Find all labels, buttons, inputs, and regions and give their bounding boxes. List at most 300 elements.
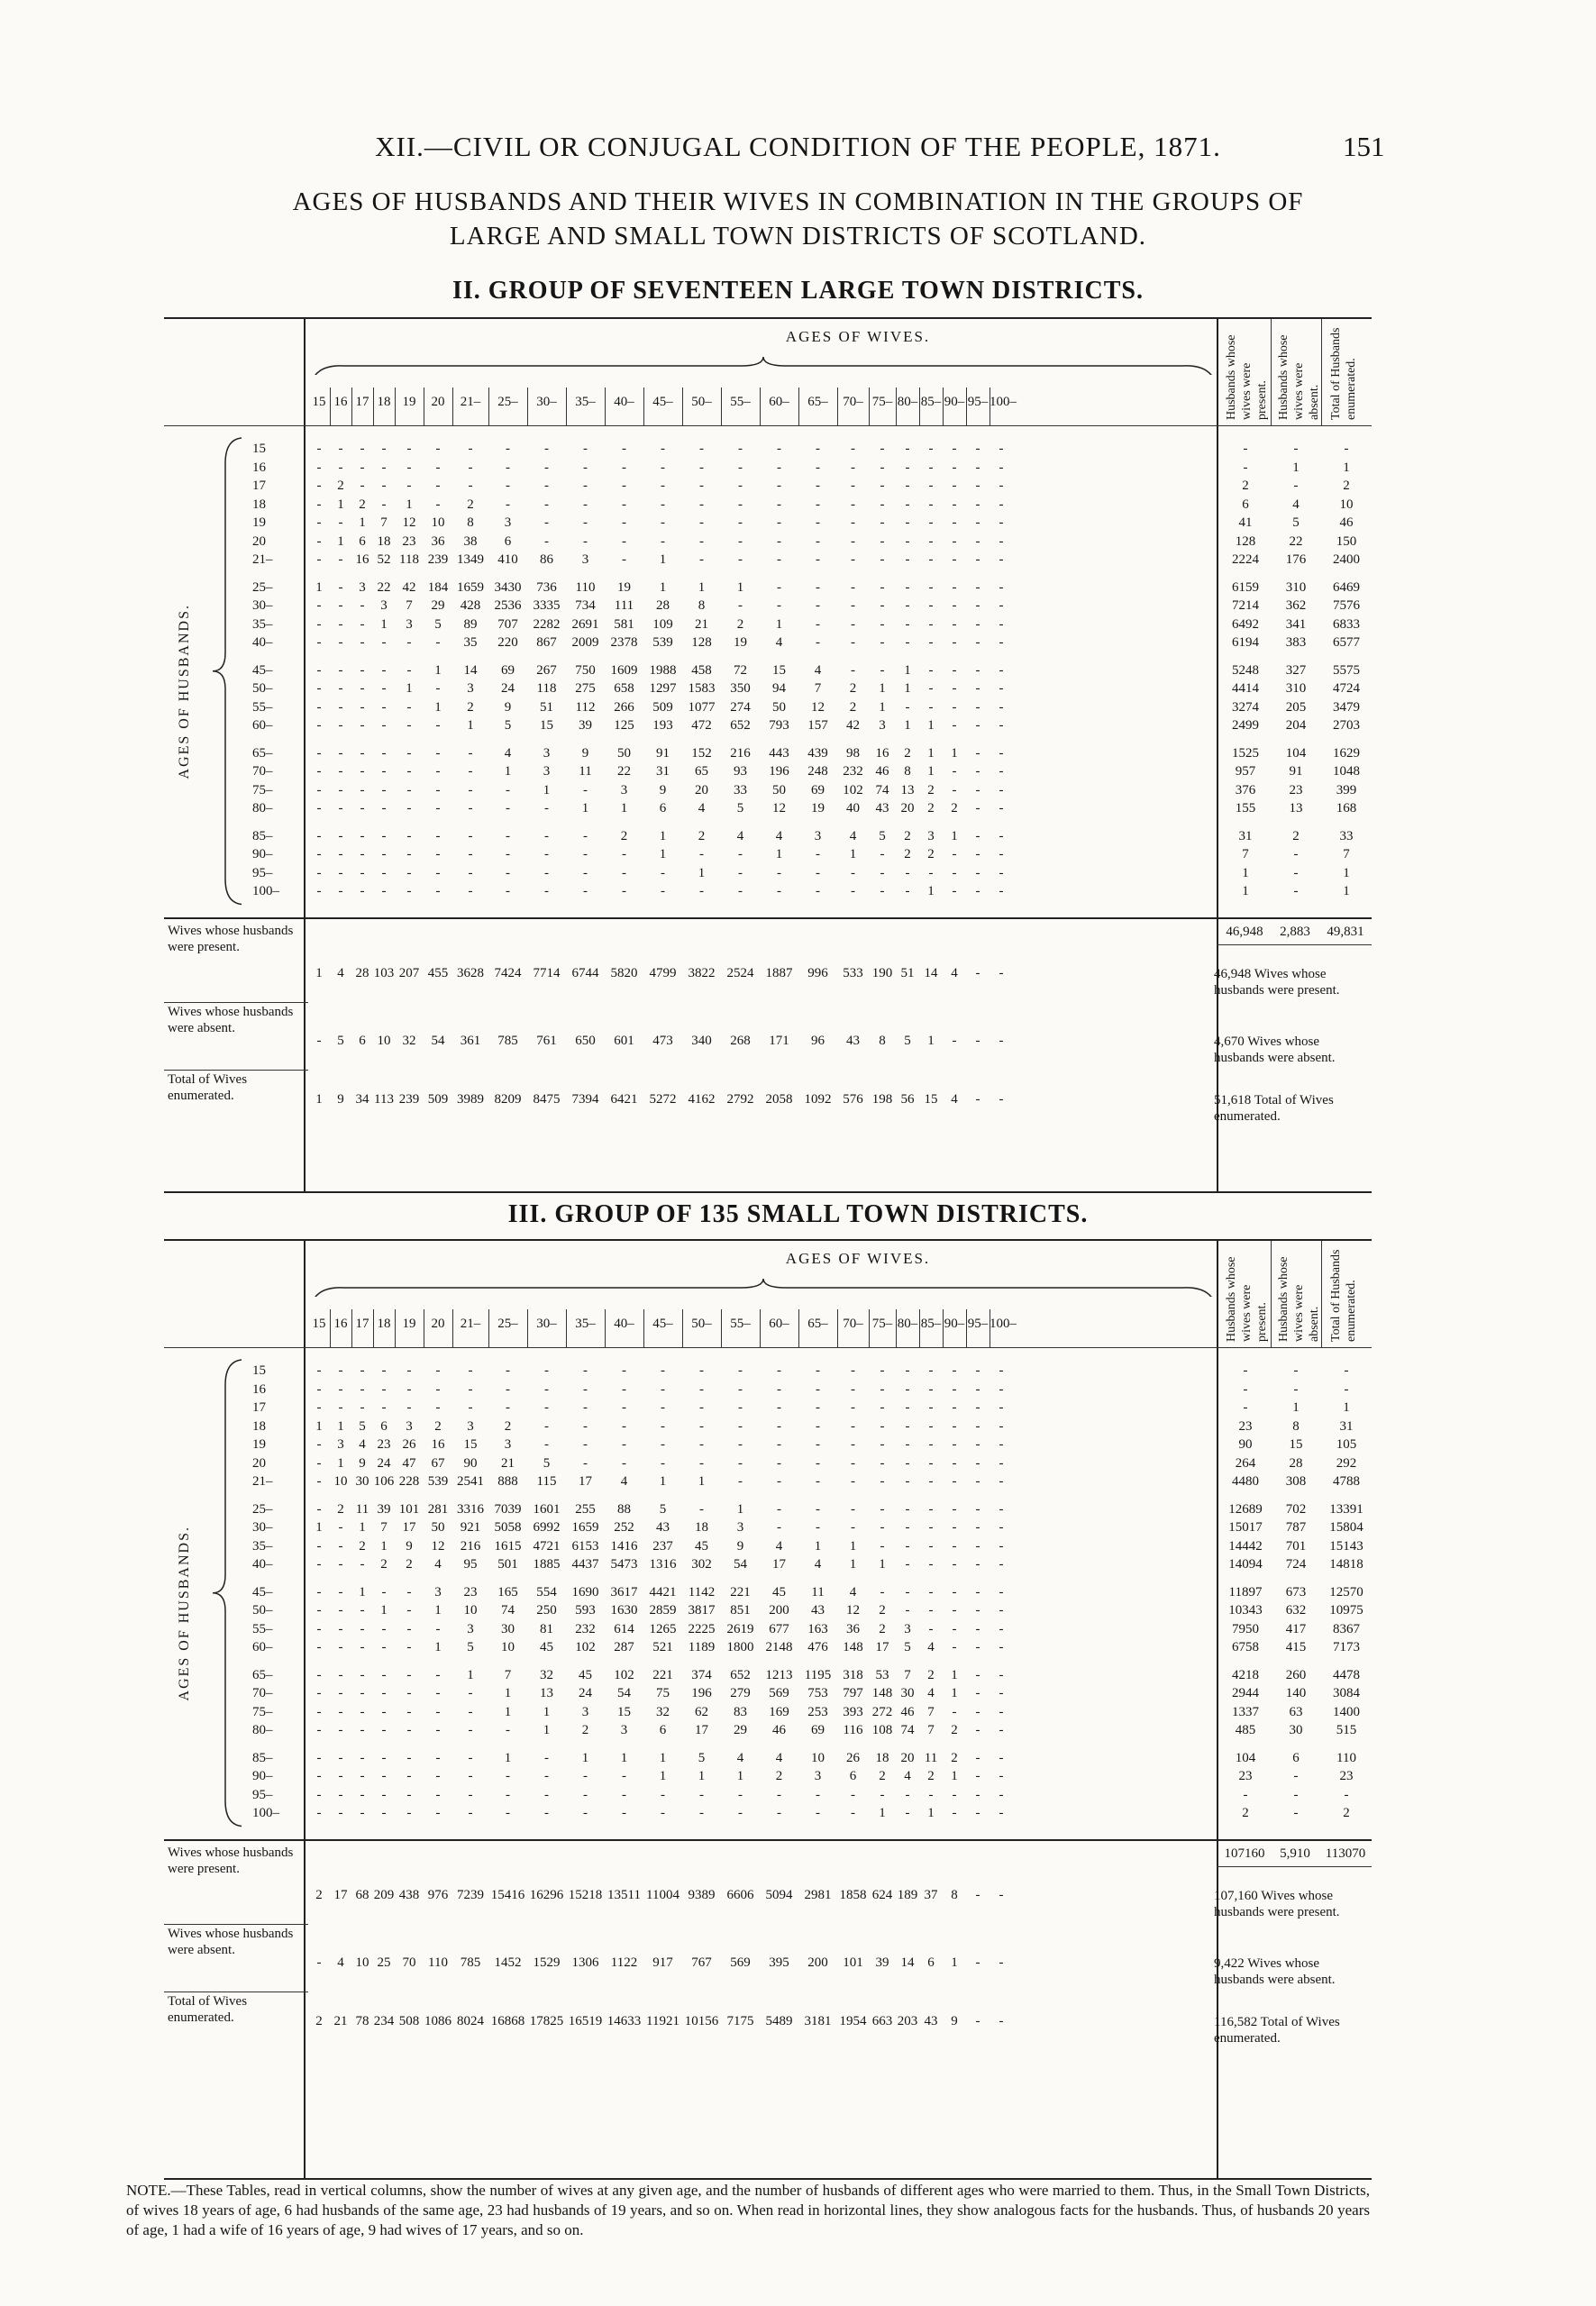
cell: - <box>406 1787 412 1802</box>
cell: - <box>928 1520 934 1535</box>
cell: 6 <box>380 1418 388 1434</box>
total-cell: 2224 <box>1232 552 1259 567</box>
cell: - <box>316 884 322 898</box>
cell: - <box>928 616 934 632</box>
total-cell: 15143 <box>1329 1538 1363 1554</box>
cell: 7039 <box>494 1501 522 1517</box>
cell: - <box>468 1723 473 1737</box>
total-cell: 632 <box>1285 1603 1307 1618</box>
row-totals <box>1220 1806 1372 1821</box>
cell: - <box>952 616 957 632</box>
cell: 1 <box>951 745 958 761</box>
cell: - <box>999 1769 1004 1783</box>
table-2 <box>164 317 1372 1193</box>
cell: 50 <box>617 745 631 761</box>
total-cell: 31 <box>1339 1418 1354 1434</box>
summary-cell: 7239 <box>457 1887 484 1902</box>
cell: - <box>928 1584 934 1600</box>
cell: - <box>952 681 957 696</box>
cell: 1 <box>581 1750 589 1765</box>
cell: - <box>851 1363 855 1378</box>
cell: - <box>975 1603 980 1618</box>
summary-cell: 16519 <box>568 2013 603 2028</box>
cell: - <box>999 801 1004 816</box>
cell: - <box>880 1474 885 1489</box>
cell: - <box>468 1400 473 1415</box>
row-totals <box>1220 1640 1372 1655</box>
cell: 111 <box>614 598 634 613</box>
total-cell: 23 <box>1238 1769 1253 1783</box>
cell: - <box>316 533 322 549</box>
summary-cell: 4799 <box>649 965 677 980</box>
row-cells <box>308 1363 1013 1379</box>
cell: 9 <box>736 1538 744 1554</box>
cell: 42 <box>402 579 416 595</box>
total-header-1: Husbands whose wives were absent. <box>1277 1256 1321 1342</box>
cell: 1 <box>879 1557 886 1572</box>
wife-age-col-11: 45– <box>652 1317 673 1331</box>
cell: - <box>338 681 343 696</box>
cell: 69 <box>811 1723 825 1737</box>
cell: - <box>975 442 980 456</box>
cell: 1 <box>359 1584 366 1600</box>
cell: - <box>851 865 855 880</box>
total-cell: 1048 <box>1333 764 1360 779</box>
cell: - <box>381 745 387 761</box>
cell: - <box>905 616 910 632</box>
cell: 2 <box>467 699 474 715</box>
cell: 53 <box>875 1667 889 1682</box>
cell: 1 <box>434 662 442 678</box>
cell: 614 <box>614 1621 634 1636</box>
table-row <box>164 1686 1372 1704</box>
row-totals <box>1220 764 1372 779</box>
summary-note: 4,670 Wives whose husbands were absent. <box>1214 1034 1336 1065</box>
cell: - <box>975 681 980 696</box>
col-divider <box>488 387 489 425</box>
husband-age-label: 55– <box>252 1621 273 1636</box>
summary-cell: 4162 <box>688 1091 716 1107</box>
cell: - <box>468 782 473 798</box>
total-cell: 28 <box>1289 1455 1303 1471</box>
cell: 15 <box>463 1437 478 1452</box>
cell: 443 <box>769 745 789 761</box>
total-cell: 14442 <box>1228 1538 1263 1554</box>
total-cell: 5248 <box>1232 662 1259 678</box>
cell: - <box>338 1686 343 1700</box>
cell: 5 <box>543 1455 551 1471</box>
cell: 2 <box>581 1723 589 1737</box>
total-cell: 13 <box>1289 801 1303 816</box>
cell: 39 <box>579 718 592 733</box>
cell: - <box>316 1381 322 1397</box>
husband-age-label: 15 <box>252 1363 266 1378</box>
summary-cell: 14633 <box>606 2013 642 2028</box>
summary-row <box>164 1992 1372 2050</box>
cell: - <box>975 1686 980 1700</box>
wife-age-col-2: 17 <box>355 1317 369 1331</box>
cell: - <box>468 1704 473 1719</box>
cell: - <box>975 884 980 898</box>
cell: - <box>975 479 980 493</box>
cell: 54 <box>734 1557 747 1572</box>
col-divider <box>373 387 374 425</box>
cell: 4 <box>904 1769 911 1783</box>
cell: - <box>816 442 820 456</box>
summary-cell: 3822 <box>688 965 716 980</box>
cell: - <box>905 460 910 475</box>
cell: - <box>816 552 820 567</box>
col-divider <box>395 1309 396 1347</box>
total-cell: 155 <box>1235 801 1256 816</box>
summary-cell: - <box>975 1955 980 1970</box>
cell: 4721 <box>533 1538 561 1554</box>
cell: - <box>544 1363 549 1378</box>
cell: - <box>699 1381 704 1397</box>
row-cells <box>308 681 1013 697</box>
total-cell: 1 <box>1343 865 1350 880</box>
cell: - <box>699 1400 704 1415</box>
summary-cell: 7394 <box>571 1091 599 1107</box>
wife-age-col-9: 35– <box>575 1317 596 1331</box>
cell: - <box>544 1769 549 1783</box>
cell: 1 <box>659 1769 667 1783</box>
summary-cell: 4 <box>951 1091 958 1107</box>
total-cell: 327 <box>1285 662 1307 678</box>
cell: - <box>999 1557 1004 1572</box>
cell: - <box>338 1769 343 1783</box>
cell: - <box>360 1787 365 1802</box>
cell: 29 <box>734 1723 747 1737</box>
ages-of-husbands-label: AGES OF HUSBANDS. <box>177 604 192 779</box>
summary-top-totals <box>1217 925 1373 940</box>
cell: - <box>699 1418 704 1434</box>
summary-cell: 11004 <box>646 1887 679 1902</box>
cell: - <box>905 1501 910 1517</box>
husband-age-label: 35– <box>252 616 273 632</box>
cell: - <box>738 865 743 880</box>
husband-age-label: 80– <box>252 1723 273 1737</box>
cell: 1988 <box>649 662 677 678</box>
cell: 753 <box>807 1686 828 1700</box>
cell: - <box>928 681 934 696</box>
cell: 196 <box>769 764 789 779</box>
cell: - <box>661 1381 665 1397</box>
cell: 1 <box>543 1723 551 1737</box>
cell: - <box>738 515 743 530</box>
husband-age-label: 95– <box>252 1787 273 1802</box>
cell: - <box>816 1418 820 1434</box>
summary-cell: 51 <box>900 965 915 980</box>
cell: 50 <box>772 699 786 715</box>
cell: - <box>928 442 934 456</box>
cell: - <box>316 1603 322 1618</box>
cell: 2 <box>337 1501 344 1517</box>
cell: 29 <box>431 598 445 613</box>
cell: - <box>952 598 957 613</box>
total-cell: 399 <box>1336 782 1357 798</box>
cell: - <box>360 1667 365 1682</box>
cell: - <box>999 1363 1004 1378</box>
summary-cell: 5820 <box>610 965 638 980</box>
husband-age-label: 80– <box>252 801 273 816</box>
cell: 3 <box>467 681 474 696</box>
summary-cell: 509 <box>427 1091 449 1107</box>
total-cell: - <box>1293 1363 1299 1378</box>
col-divider <box>452 1309 453 1347</box>
total-cell: 63 <box>1289 1704 1303 1719</box>
cell: - <box>360 1557 365 1572</box>
row-cells <box>308 884 1013 899</box>
cell: - <box>583 479 588 493</box>
cell: - <box>952 1787 957 1802</box>
summary-cell: 455 <box>427 965 449 980</box>
summary-cell: 34 <box>355 1091 369 1107</box>
cell: - <box>544 515 549 530</box>
cell: 9 <box>504 699 512 715</box>
cell: - <box>316 865 322 880</box>
ages-of-wives-label: AGES OF WIVES. <box>785 1250 931 1267</box>
cell: - <box>999 1474 1004 1489</box>
cell: - <box>583 1787 588 1802</box>
total-cell: 6469 <box>1333 579 1360 595</box>
cell: - <box>975 1538 980 1554</box>
cell: 1 <box>951 828 958 843</box>
cell: - <box>999 1787 1004 1802</box>
cell: 2378 <box>610 635 638 650</box>
cell: 750 <box>575 662 596 678</box>
summary-cell: 2981 <box>804 1887 832 1902</box>
cell: - <box>851 579 855 595</box>
total-cell: - <box>1293 1787 1299 1802</box>
table-row <box>164 1456 1372 1474</box>
summary-cell: 189 <box>897 1887 918 1902</box>
total-cell: 41 <box>1238 515 1253 530</box>
row-totals <box>1220 617 1372 633</box>
summary-cell: 976 <box>427 1887 449 1902</box>
cell: 253 <box>807 1704 828 1719</box>
main-title-line-1: AGES OF HUSBANDS AND THEIR WIVES IN COMBINATION IN THE GROUPS OF <box>292 187 1304 216</box>
cell: - <box>583 1363 588 1378</box>
cell: - <box>544 442 549 456</box>
cell: - <box>622 1400 626 1415</box>
summary-cell: 78 <box>355 2013 369 2028</box>
table-row <box>164 663 1372 681</box>
cell: - <box>738 1418 743 1434</box>
cell: - <box>738 1474 743 1489</box>
summary-label: Wives whose husbands were absent. <box>168 1926 294 1957</box>
cell: 5 <box>698 1750 706 1765</box>
cell: 1601 <box>533 1501 561 1517</box>
cell: - <box>816 1474 820 1489</box>
summary-cell: 1954 <box>839 2013 867 2028</box>
total-cell: 4218 <box>1232 1667 1259 1682</box>
cell: - <box>316 1686 322 1700</box>
row-cells <box>308 460 1013 476</box>
cell: 2 <box>927 1769 935 1783</box>
cell: - <box>360 479 365 493</box>
cell: - <box>777 479 781 493</box>
cell: 4 <box>927 1640 935 1654</box>
row-totals <box>1220 1622 1372 1637</box>
cell: - <box>544 1418 549 1434</box>
cell: - <box>622 497 626 512</box>
cell: 3 <box>467 1621 474 1636</box>
wife-age-col-15: 65– <box>807 1317 828 1331</box>
cell: - <box>851 616 855 632</box>
cell: - <box>905 1455 910 1471</box>
summary-cell: 533 <box>843 965 863 980</box>
husband-age-label: 35– <box>252 1538 273 1554</box>
row-cells <box>308 1723 1013 1738</box>
summary-row <box>164 921 1372 1002</box>
husband-age-label: 25– <box>252 579 273 595</box>
cell: - <box>999 1640 1004 1654</box>
cell: - <box>661 1418 665 1434</box>
row-cells <box>308 866 1013 881</box>
cell: 1 <box>504 1750 512 1765</box>
cell: - <box>544 1750 549 1765</box>
cell: 1 <box>849 1557 857 1572</box>
cell: - <box>435 1769 441 1783</box>
total-cell: - <box>1243 1381 1248 1397</box>
cell: 797 <box>843 1686 863 1700</box>
cell: 115 <box>536 1474 557 1489</box>
total-cell: - <box>1293 1381 1299 1397</box>
cell: - <box>975 718 980 733</box>
summary-cell: 15 <box>924 1091 938 1107</box>
cell: - <box>905 1806 910 1820</box>
cell: 50 <box>772 782 786 798</box>
cell: - <box>905 1557 910 1572</box>
total-cell: 2944 <box>1232 1686 1259 1700</box>
cell: - <box>928 1538 934 1554</box>
cell: 4437 <box>571 1557 599 1572</box>
total-cell: - <box>1344 1363 1349 1378</box>
summary-note: 46,948 Wives whose husbands were present. <box>1214 966 1340 998</box>
cell: 88 <box>617 1501 631 1517</box>
cell: 10 <box>333 1474 348 1489</box>
total-cell: 46 <box>1339 515 1354 530</box>
total-cell: - <box>1293 442 1299 456</box>
cell: 888 <box>497 1474 518 1489</box>
cell: - <box>952 1704 957 1719</box>
cell: - <box>699 552 704 567</box>
summary-cell: 8 <box>951 1887 958 1902</box>
cell: - <box>583 828 588 843</box>
cell: - <box>316 1538 322 1554</box>
cell: - <box>381 1787 387 1802</box>
cell: - <box>777 1381 781 1397</box>
cell: 11 <box>355 1501 369 1517</box>
total-cell: 292 <box>1336 1455 1357 1471</box>
total-cell: - <box>1344 442 1349 456</box>
cell: - <box>316 515 322 530</box>
total-cell: - <box>1293 865 1299 880</box>
table-row <box>164 617 1372 635</box>
table-row <box>164 1382 1372 1400</box>
row-totals <box>1220 442 1372 457</box>
cell: - <box>360 782 365 798</box>
cell: - <box>338 1557 343 1572</box>
cell: 12 <box>846 1603 860 1618</box>
cell: - <box>468 801 473 816</box>
cell: - <box>999 598 1004 613</box>
cell: - <box>406 745 412 761</box>
cell: 1583 <box>688 681 716 696</box>
summary-cell: 110 <box>428 1955 448 1970</box>
cell: - <box>406 442 412 456</box>
husband-age-label: 60– <box>252 718 273 733</box>
cell: 1142 <box>688 1584 716 1600</box>
table-row <box>164 598 1372 616</box>
cell: 1659 <box>571 1520 599 1535</box>
cell: 1 <box>814 1538 822 1554</box>
row-totals <box>1220 1705 1372 1720</box>
husband-age-label: 60– <box>252 1640 273 1654</box>
table-2-title: II. GROUP OF SEVENTEEN LARGE TOWN DISTRICTS. <box>452 277 1144 305</box>
cell: - <box>506 1806 510 1820</box>
total-cell: 128 <box>1235 533 1256 549</box>
cell: - <box>905 479 910 493</box>
total-cell: 6194 <box>1232 635 1259 650</box>
cell: 509 <box>652 699 673 715</box>
cell: - <box>928 1603 934 1618</box>
cell: - <box>851 1400 855 1415</box>
cell: - <box>975 1418 980 1434</box>
cell: 3 <box>380 598 388 613</box>
cell: 2 <box>434 1418 442 1434</box>
row-totals <box>1220 580 1372 596</box>
cell: - <box>622 442 626 456</box>
cell: - <box>316 497 322 512</box>
cell: - <box>777 1520 781 1535</box>
cell: 43 <box>875 801 889 816</box>
table-3 <box>164 1239 1372 2180</box>
cell: - <box>880 1520 885 1535</box>
cell: 1 <box>775 616 783 632</box>
cell: - <box>905 442 910 456</box>
cell: - <box>999 1667 1004 1682</box>
cell: 3 <box>543 764 551 779</box>
total-cell: 6 <box>1292 1750 1300 1765</box>
total-cell: - <box>1293 479 1299 493</box>
cell: - <box>338 1723 343 1737</box>
cell: - <box>316 1667 322 1682</box>
cell: 1630 <box>610 1603 638 1618</box>
table-row <box>164 580 1372 598</box>
total-cell: 7 <box>1242 847 1249 861</box>
cell: - <box>316 1584 322 1600</box>
col-divider <box>566 387 567 425</box>
cell: - <box>316 1474 322 1489</box>
cell: - <box>952 764 957 779</box>
cell: - <box>360 1723 365 1737</box>
cell: 1 <box>879 681 886 696</box>
cell: 32 <box>540 1667 553 1682</box>
row-totals <box>1220 497 1372 513</box>
cell: 152 <box>691 745 712 761</box>
cell: 102 <box>843 782 863 798</box>
col-divider <box>896 387 897 425</box>
cell: 169 <box>769 1704 789 1719</box>
cell: - <box>777 1806 781 1820</box>
total-cell: 205 <box>1285 699 1307 715</box>
summary-cell: 785 <box>460 1955 481 1970</box>
cell: 19 <box>811 801 825 816</box>
summary-cell: 785 <box>497 1033 518 1048</box>
cell: - <box>406 1363 412 1378</box>
